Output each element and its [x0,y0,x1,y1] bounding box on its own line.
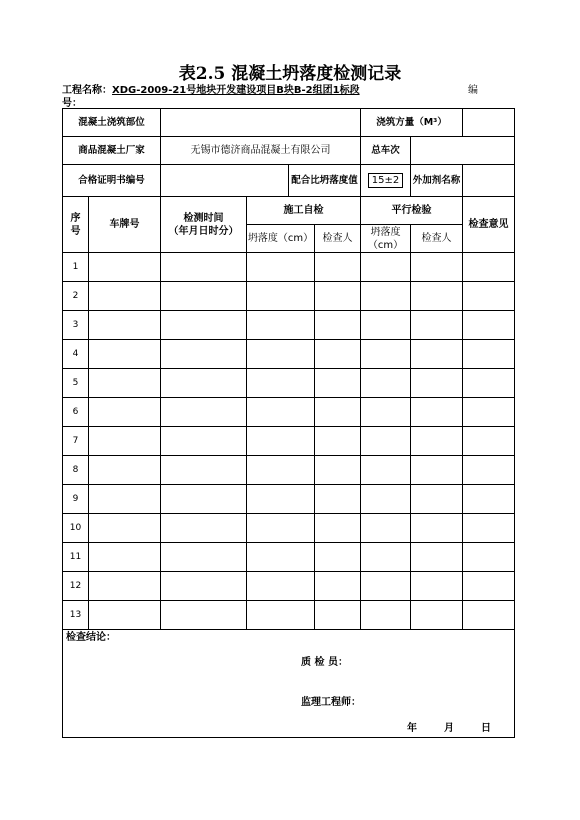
test-time-cell [161,398,247,427]
row-number-cell: 4 [63,340,89,369]
total-trucks-label: 总车次 [361,137,411,165]
time-header [161,197,247,253]
inspector-label: 质 检 员： [301,657,348,668]
date-year-label: 年 [407,723,417,734]
row-number-cell: 7 [63,427,89,456]
parallel-slump-cell [361,253,411,282]
self-check-inspector-cell [315,601,361,630]
self-check-slump-cell [247,398,315,427]
plate-number-cell [89,311,161,340]
admixture-label: 外加剂名称 [411,165,463,197]
pour-volume-value-cell [463,109,515,137]
table-row [63,398,515,427]
pour-info-row [63,109,515,137]
pour-location-label: 混凝土浇筑部位 [63,109,161,137]
self-check-slump-cell [247,514,315,543]
inspection-opinion-cell [463,398,515,427]
parallel-inspector-cell [411,311,463,340]
self-check-slump-cell [247,340,315,369]
test-time-cell [161,311,247,340]
supplier-row [63,137,515,165]
table-row [63,369,515,398]
test-time-cell [161,340,247,369]
plate-number-cell [89,398,161,427]
plate-number-cell [89,369,161,398]
test-time-cell [161,601,247,630]
table-row [63,427,515,456]
self-check-inspector-cell [315,427,361,456]
table-row [63,311,515,340]
plate-number-cell [89,572,161,601]
plate-number-cell [89,456,161,485]
self-check-slump-cell [247,543,315,572]
table-row [63,456,515,485]
self-slump-header: 坍落度（cm） [247,225,315,253]
total-trucks-value-cell [411,137,515,165]
table-row [63,253,515,282]
plate-number-cell [89,514,161,543]
parallel-inspector-cell [411,601,463,630]
self-check-slump-cell [247,369,315,398]
parallel-slump-cell [361,369,411,398]
self-check-header: 施工自检 [247,197,361,225]
parallel-inspector-cell [411,282,463,311]
plate-number-cell [89,485,161,514]
plate-number-cell [89,427,161,456]
self-check-slump-cell [247,282,315,311]
inspection-opinion-cell [463,369,515,398]
certificate-value-cell [161,165,289,197]
mix-slump-label: 配合比坍落度值 [289,165,361,197]
supervisor-label: 监理工程师： [301,697,361,708]
project-name-value: XDG-2009-21号地块开发建设项目B块B-2组团1标段 [112,85,360,96]
inspection-opinion-cell [463,253,515,282]
supplier-label: 商品混凝土厂家 [63,137,161,165]
self-check-inspector-cell [315,369,361,398]
parallel-slump-cell [361,514,411,543]
test-time-cell [161,456,247,485]
header-row-1 [63,197,515,225]
self-check-slump-cell [247,456,315,485]
parallel-inspector-cell [411,514,463,543]
parallel-slump-cell [361,485,411,514]
inspection-opinion-cell [463,282,515,311]
inspection-opinion-cell [463,485,515,514]
self-check-slump-cell [247,485,315,514]
self-check-inspector-cell [315,456,361,485]
plate-header: 车牌号 [89,197,161,253]
parallel-inspector-cell [411,340,463,369]
parallel-inspector-cell [411,572,463,601]
seq-header-label: 序号 [70,212,81,237]
inspection-opinion-cell [463,427,515,456]
self-check-inspector-cell [315,340,361,369]
self-check-slump-cell [247,311,315,340]
table-row [63,572,515,601]
project-name-line [62,81,360,96]
pour-volume-label: 浇筑方量（M³） [361,109,463,137]
form-title: 表2.5 混凝土坍落度检测记录 [178,64,402,84]
self-check-slump-cell [247,572,315,601]
mix-slump-value-cell [361,165,411,197]
pour-location-value-cell [161,109,361,137]
admixture-value-cell [463,165,515,197]
row-number-cell: 3 [63,311,89,340]
inspection-opinion-cell [463,514,515,543]
inspection-opinion-cell [463,311,515,340]
seq-header [63,197,89,253]
self-check-inspector-cell [315,398,361,427]
parallel-inspector-cell [411,369,463,398]
plate-number-cell [89,601,161,630]
certificate-row [63,165,515,197]
test-time-cell [161,282,247,311]
self-check-inspector-cell [315,282,361,311]
row-number-cell: 10 [63,514,89,543]
self-check-slump-cell [247,601,315,630]
parallel-inspector-cell [411,485,463,514]
date-month-label: 月 [444,723,454,734]
row-number-cell: 9 [63,485,89,514]
self-check-inspector-cell [315,311,361,340]
project-number-label-part2: 号： [62,98,82,109]
table-row [63,340,515,369]
table-row [63,514,515,543]
plate-number-cell [89,282,161,311]
parallel-slump-header [361,225,411,253]
mix-slump-value: 15±2 [368,173,403,188]
self-check-slump-cell [247,427,315,456]
parallel-slump-header-line2: （cm） [367,239,404,251]
table-row [63,282,515,311]
test-time-cell [161,369,247,398]
conclusion-label: 检查结论： [66,632,116,643]
row-number-cell: 13 [63,601,89,630]
project-number-label-part1: 编 [468,85,478,96]
parallel-inspector-cell [411,427,463,456]
conclusion-cell [63,630,515,738]
parallel-slump-cell [361,572,411,601]
parallel-slump-cell [361,398,411,427]
row-number-cell: 8 [63,456,89,485]
parallel-slump-header-line1: 坍落度 [370,226,401,238]
row-number-cell: 11 [63,543,89,572]
inspection-opinion-cell [463,456,515,485]
plate-number-cell [89,340,161,369]
plate-number-cell [89,253,161,282]
parallel-inspector-cell [411,253,463,282]
table-row [63,601,515,630]
self-inspector-header: 检查人 [315,225,361,253]
date-day-label: 日 [481,723,491,734]
test-time-cell [161,427,247,456]
parallel-inspector-cell [411,456,463,485]
plate-number-cell [89,543,161,572]
parallel-slump-cell [361,282,411,311]
self-check-inspector-cell [315,485,361,514]
table-row [63,485,515,514]
inspection-opinion-cell [463,601,515,630]
test-time-cell [161,485,247,514]
self-check-inspector-cell [315,253,361,282]
self-check-slump-cell [247,253,315,282]
row-number-cell: 5 [63,369,89,398]
parallel-check-header: 平行检验 [361,197,463,225]
table-row [63,543,515,572]
test-time-cell [161,514,247,543]
time-header-line2: （年月日时分） [168,225,239,237]
parallel-slump-cell [361,456,411,485]
parallel-slump-cell [361,311,411,340]
parallel-slump-cell [361,601,411,630]
parallel-inspector-cell [411,543,463,572]
row-number-cell: 1 [63,253,89,282]
row-number-cell: 2 [63,282,89,311]
inspection-opinion-cell [463,543,515,572]
opinion-header: 检查意见 [463,197,515,253]
self-check-inspector-cell [315,572,361,601]
row-number-cell: 12 [63,572,89,601]
certificate-label: 合格证明书编号 [63,165,161,197]
inspection-opinion-cell [463,340,515,369]
parallel-slump-cell [361,340,411,369]
self-check-inspector-cell [315,543,361,572]
supplier-value: 无锡市德济商品混凝土有限公司 [161,137,361,165]
project-name-label: 工程名称： [62,85,112,96]
test-time-cell [161,543,247,572]
inspection-opinion-cell [463,572,515,601]
conclusion-row [63,630,515,738]
parallel-slump-cell [361,427,411,456]
test-time-cell [161,253,247,282]
parallel-slump-cell [361,543,411,572]
self-check-inspector-cell [315,514,361,543]
row-number-cell: 6 [63,398,89,427]
slump-record-table [62,108,515,738]
parallel-inspector-cell [411,398,463,427]
time-header-line1: 检测时间 [183,212,224,224]
parallel-inspector-header: 检查人 [411,225,463,253]
test-time-cell [161,572,247,601]
